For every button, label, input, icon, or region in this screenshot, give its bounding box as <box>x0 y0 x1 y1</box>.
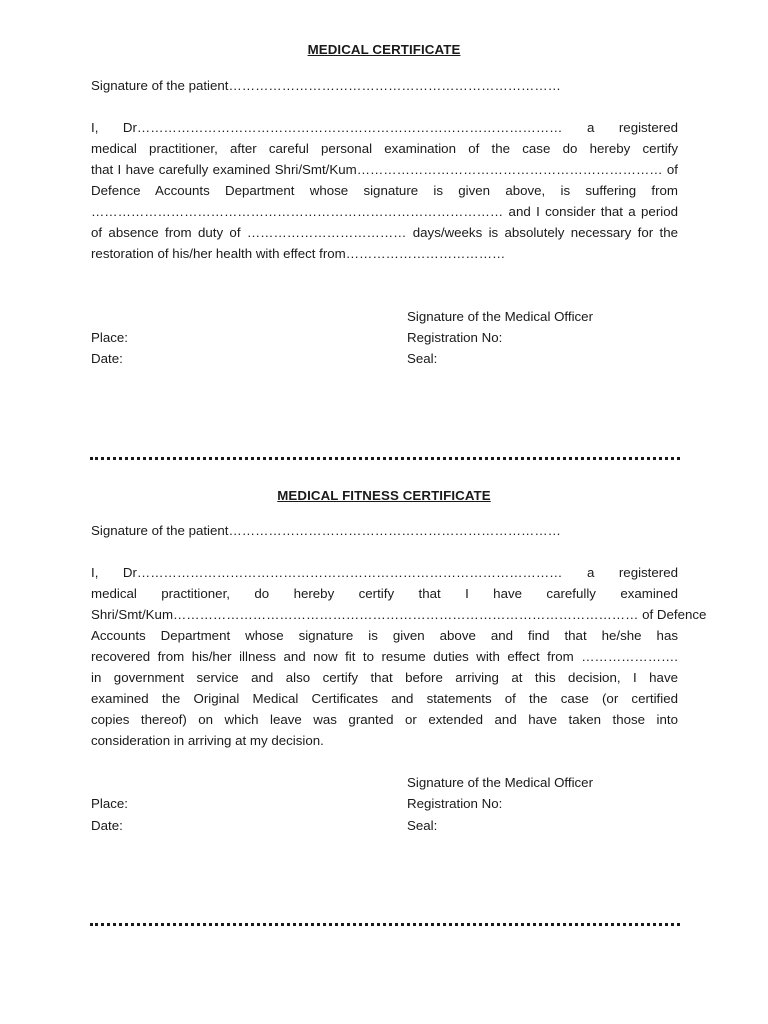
registration-no-label: Registration No: <box>407 796 503 811</box>
place-label: Place: <box>91 330 128 345</box>
body-line: copies thereof) on which leave was granted or extended and have taken those into <box>91 712 678 727</box>
body-line: that I have carefully examined Shri/Smt/Kum…………………………………………………………… of <box>91 162 678 177</box>
date-label: Date: <box>91 818 123 833</box>
section-divider <box>90 457 680 460</box>
seal-label: Seal: <box>407 351 438 366</box>
medical-officer-signature-label: Signature of the Medical Officer <box>407 775 594 790</box>
patient-signature-line: Signature of the patient………………………………………………………………… <box>91 78 561 93</box>
body-line: Shri/Smt/Kum…………………………………………………………………………………………… of Defence <box>91 607 707 622</box>
fitness-certificate-body <box>91 562 707 751</box>
body-line: medical practitioner, do hereby certify that I have carefully examined <box>91 586 678 601</box>
place-label: Place: <box>91 796 128 811</box>
body-line: restoration of his/her health with effect from……………………………… <box>91 246 506 261</box>
patient-signature-line: Signature of the patient………………………………………………………………… <box>91 523 561 538</box>
body-line: Accounts Department whose signature is given above and find that he/she has <box>91 628 678 643</box>
body-line: examined the Original Medical Certificates and statements of the case (or certified <box>91 691 678 706</box>
medical-certificate-body <box>91 117 678 264</box>
body-line: I, Dr…………………………………………………………………………………… a registered <box>91 120 678 135</box>
section-divider <box>90 923 680 926</box>
date-label: Date: <box>91 351 123 366</box>
body-line: consideration in arriving at my decision. <box>91 733 324 748</box>
registration-no-label: Registration No: <box>407 330 503 345</box>
medical-certificate-title: MEDICAL CERTIFICATE <box>307 42 461 57</box>
body-line: ………………………………………………………………………………… and I consider that a period <box>91 204 678 219</box>
medical-officer-signature-label: Signature of the Medical Officer <box>407 309 594 324</box>
body-line: of absence from duty of ……………………………… days/weeks is absolutely necessary for the <box>91 225 678 240</box>
body-line: recovered from his/her illness and now fit to resume duties with effect from …………………. <box>91 649 678 664</box>
body-line: in government service and also certify that before arriving at this decision, I have <box>91 670 678 685</box>
body-line: medical practitioner, after careful personal examination of the case do hereby certify <box>91 141 678 156</box>
body-line: I, Dr…………………………………………………………………………………… a registered <box>91 565 678 580</box>
medical-fitness-certificate-title: MEDICAL FITNESS CERTIFICATE <box>277 488 491 503</box>
seal-label: Seal: <box>407 818 438 833</box>
body-line: Defence Accounts Department whose signature is given above, is suffering from <box>91 183 678 198</box>
